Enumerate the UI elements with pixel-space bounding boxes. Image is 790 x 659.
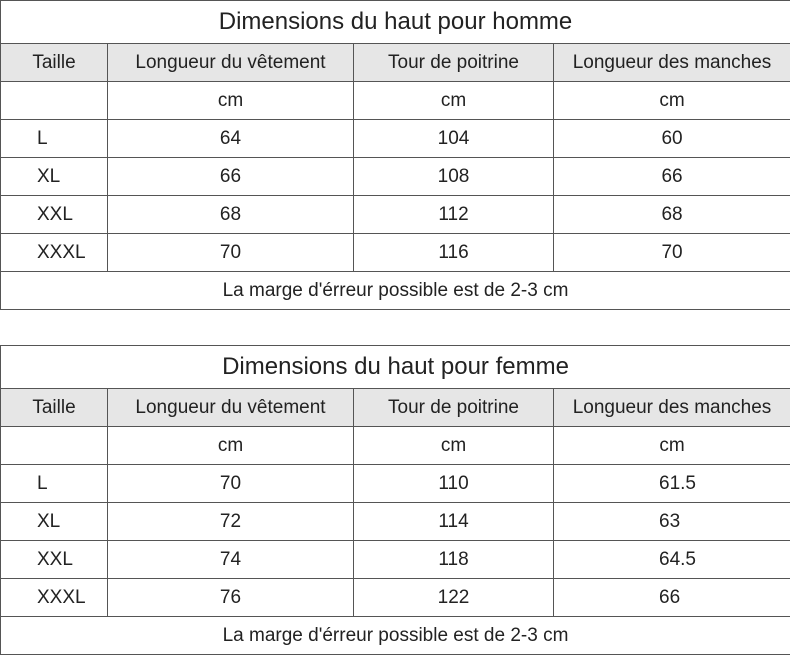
table-row bbox=[1, 503, 790, 541]
women-size-table bbox=[0, 345, 790, 655]
header-sleeve-length: Longueur des manches bbox=[554, 389, 790, 427]
sleeve-length-cell: 64.5 bbox=[554, 541, 790, 579]
header-garment-length: Longueur du vêtement bbox=[108, 389, 354, 427]
sleeve-length-cell: 60 bbox=[554, 120, 790, 158]
women-header-row bbox=[1, 389, 790, 427]
unit-garment-length: cm bbox=[108, 427, 354, 465]
chest-cell: 114 bbox=[354, 503, 554, 541]
women-error-margin-note: La marge d'érreur possible est de 2-3 cm bbox=[1, 617, 790, 655]
size-cell: XL bbox=[1, 503, 108, 541]
garment-length-cell: 66 bbox=[108, 158, 354, 196]
chest-cell: 110 bbox=[354, 465, 554, 503]
table-row bbox=[1, 234, 790, 272]
unit-sleeve-length: cm bbox=[554, 427, 790, 465]
unit-size bbox=[1, 82, 108, 120]
table-row bbox=[1, 196, 790, 234]
sleeve-length-cell: 70 bbox=[554, 234, 790, 272]
sleeve-length-cell: 68 bbox=[554, 196, 790, 234]
header-chest: Tour de poitrine bbox=[354, 389, 554, 427]
header-chest: Tour de poitrine bbox=[354, 44, 554, 82]
header-size: Taille bbox=[1, 44, 108, 82]
unit-chest: cm bbox=[354, 82, 554, 120]
table-row bbox=[1, 158, 790, 196]
size-cell: XXL bbox=[1, 196, 108, 234]
chest-cell: 116 bbox=[354, 234, 554, 272]
chest-cell: 118 bbox=[354, 541, 554, 579]
size-cell: XL bbox=[1, 158, 108, 196]
women-units-row bbox=[1, 427, 790, 465]
garment-length-cell: 72 bbox=[108, 503, 354, 541]
table-row bbox=[1, 541, 790, 579]
sleeve-length-cell: 66 bbox=[554, 158, 790, 196]
women-table-title: Dimensions du haut pour femme bbox=[1, 346, 790, 389]
men-table-title: Dimensions du haut pour homme bbox=[1, 1, 790, 44]
chest-cell: 104 bbox=[354, 120, 554, 158]
sleeve-length-cell: 61.5 bbox=[554, 465, 790, 503]
men-size-table bbox=[0, 0, 790, 310]
unit-size bbox=[1, 427, 108, 465]
header-size: Taille bbox=[1, 389, 108, 427]
chest-cell: 112 bbox=[354, 196, 554, 234]
size-cell: XXXL bbox=[1, 234, 108, 272]
size-cell: XXXL bbox=[1, 579, 108, 617]
chest-cell: 108 bbox=[354, 158, 554, 196]
size-cell: L bbox=[1, 120, 108, 158]
sleeve-length-cell: 63 bbox=[554, 503, 790, 541]
garment-length-cell: 70 bbox=[108, 234, 354, 272]
unit-chest: cm bbox=[354, 427, 554, 465]
garment-length-cell: 74 bbox=[108, 541, 354, 579]
men-error-margin-note: La marge d'érreur possible est de 2-3 cm bbox=[1, 272, 790, 310]
size-cell: L bbox=[1, 465, 108, 503]
unit-garment-length: cm bbox=[108, 82, 354, 120]
men-units-row bbox=[1, 82, 790, 120]
header-sleeve-length: Longueur des manches bbox=[554, 44, 790, 82]
table-row bbox=[1, 465, 790, 503]
table-row bbox=[1, 120, 790, 158]
garment-length-cell: 64 bbox=[108, 120, 354, 158]
table-row bbox=[1, 579, 790, 617]
header-garment-length: Longueur du vêtement bbox=[108, 44, 354, 82]
garment-length-cell: 68 bbox=[108, 196, 354, 234]
sleeve-length-cell: 66 bbox=[554, 579, 790, 617]
size-cell: XXL bbox=[1, 541, 108, 579]
unit-sleeve-length: cm bbox=[554, 82, 790, 120]
chest-cell: 122 bbox=[354, 579, 554, 617]
garment-length-cell: 76 bbox=[108, 579, 354, 617]
men-header-row bbox=[1, 44, 790, 82]
garment-length-cell: 70 bbox=[108, 465, 354, 503]
